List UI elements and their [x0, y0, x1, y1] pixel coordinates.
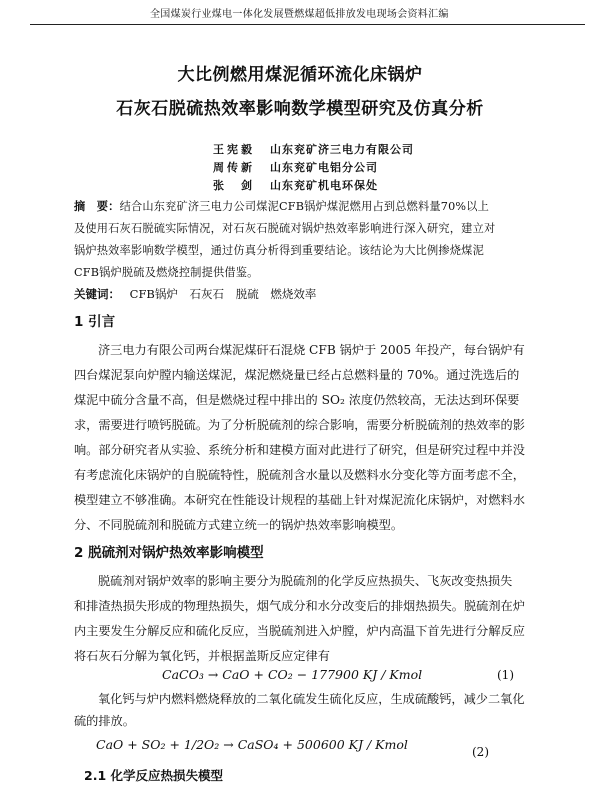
body-line: 和排渣热损失形成的物理热损失，烟气成分和水分改变后的排烟热损失。脱硫剂在炉 [74, 599, 525, 613]
keyword: 脱硫 [235, 287, 259, 301]
author-affiliation: 山东兖矿电铝分公司 [270, 161, 378, 174]
body-line: 脱硫剂对锅炉效率的影响主要分为脱硫剂的化学反应热损失、飞灰改变热损失 [98, 574, 513, 588]
body-line: 四台煤泥泵向炉膛内输送煤泥，煤泥燃烧量已经占总燃料量的 70%。通过洗选后的 [74, 368, 520, 382]
body-line: 煤泥中硫分含量不高，但是燃烧过程中排出的 SO₂ 浓度仍然较高，无法达到环保要 [74, 393, 520, 407]
body-line: 模型建立不够准确。本研究在性能设计规程的基础上针对煤泥流化床锅炉，对燃料水 [74, 493, 525, 507]
abstract-line: 及使用石灰石脱硫实际情况，对石灰石脱硫对锅炉热效率影响进行深入研究，建立对 [74, 222, 496, 235]
author-name: 周传新 [213, 161, 255, 174]
keyword: 石灰石 [189, 287, 225, 301]
subsection-heading: 2.1 化学反应热损失模型 [84, 768, 223, 783]
abstract-label: 摘 要： [74, 200, 120, 213]
abstract-line [74, 198, 489, 214]
equation-number: (1) [497, 668, 514, 682]
keyword: CFB锅炉 [129, 287, 178, 301]
keywords-label: 关键词： [74, 287, 120, 301]
body-line: 氧化钙与炉内燃料燃烧释放的二氧化硫发生硫化反应，生成硫酸钙，减少二氧化 [98, 692, 525, 706]
author-affiliation: 山东兖矿机电环保处 [270, 179, 378, 192]
equation-2: CaO + SO₂ + 1/2O₂ → CaSO₄ + 500600 KJ / Kmol [96, 737, 408, 752]
author-affiliation: 山东兖矿济三电力有限公司 [270, 143, 414, 156]
section-heading: 2 脱硫剂对锅炉热效率影响模型 [74, 545, 264, 561]
body-line: 将石灰石分解为氧化钙，并根据盖斯反应定律有 [74, 649, 330, 663]
author-name: 张 剑 [213, 179, 255, 192]
keyword: 燃烧效率 [270, 287, 317, 301]
author-name: 王宪毅 [213, 143, 255, 156]
equation-number: (2) [472, 745, 489, 759]
body-line: 分、不同脱硫剂和脱硫方式建立统一的锅炉热效率影响模型。 [74, 518, 404, 532]
paper-title-line1: 大比例燃用煤泥循环流化床锅炉 [177, 65, 423, 85]
keywords-line [74, 286, 316, 302]
abstract-line: CFB锅炉脱硫及燃烧控制提供借鉴。 [74, 266, 259, 279]
paper-title-line2: 石灰石脱硫热效率影响数学模型研究及仿真分析 [116, 99, 484, 119]
equation-1: CaCO₃ → CaO + CO₂ − 177900 KJ / Kmol [162, 667, 423, 682]
abstract-text: 结合山东兖矿济三电力公司煤泥CFB锅炉煤泥燃用占到总燃料量70%以上 [119, 200, 490, 213]
section-heading: 1 引言 [74, 314, 116, 330]
body-line: 济三电力有限公司两台煤泥煤矸石混烧 CFB 锅炉于 2005 年投产，每台锅炉有 [98, 343, 525, 357]
body-line: 硫的排放。 [74, 714, 135, 728]
body-line: 求，需要进行喷钙脱硫。为了分析脱硫剂的综合影响，需要分析脱硫剂的热效率的影 [74, 418, 525, 432]
header-rule [30, 24, 585, 25]
body-line: 响。部分研究者从实验、系统分析和建模方面对此进行了研究，但是研究过程中并没 [74, 443, 525, 457]
abstract-line: 锅炉热效率影响数学模型，通过仿真分析得到重要结论。该结论为大比例掺烧煤泥 [74, 244, 484, 257]
running-header: 全国煤炭行业煤电一体化发展暨燃煤超低排放发电现场会资料汇编 [150, 9, 449, 20]
body-line: 内主要发生分解反应和硫化反应，当脱硫剂进入炉膛，炉内高温下首先进行分解反应 [74, 624, 525, 638]
body-line: 有考虑流化床锅炉的自脱硫特性，脱硫剂含水量以及燃料水分变化等方面考虑不全， [74, 468, 525, 482]
